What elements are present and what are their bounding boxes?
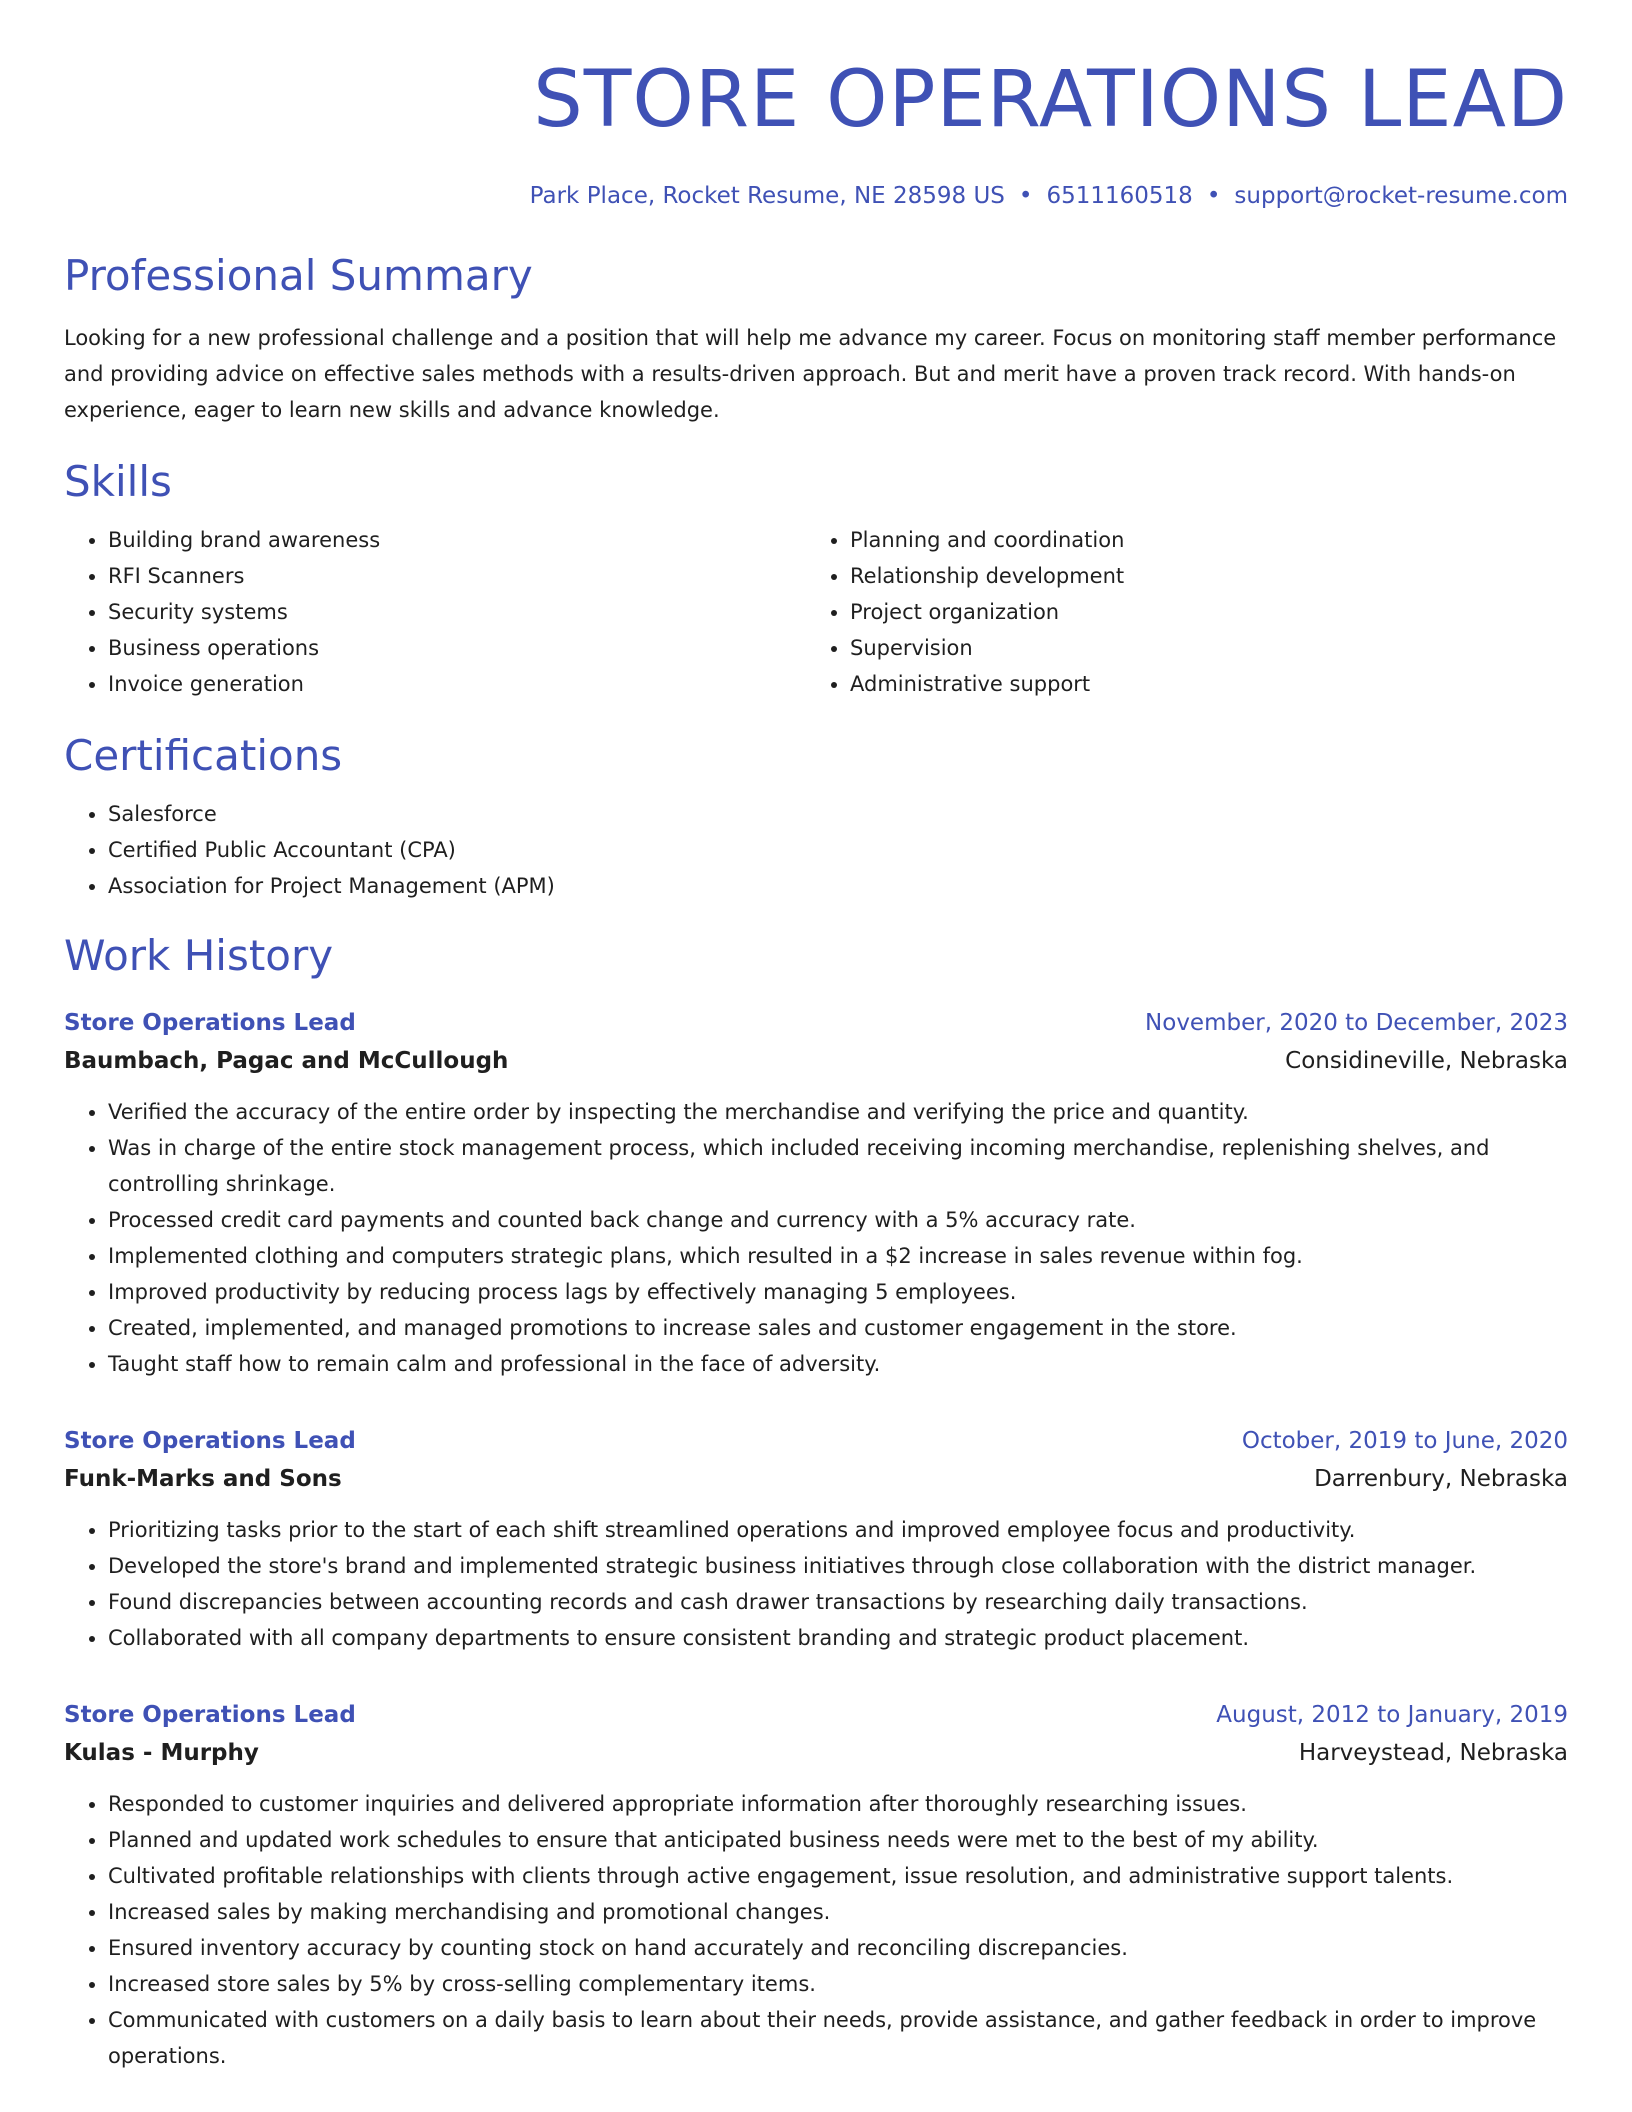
summary-text: Looking for a new professional challenge and a position that will help me advance my career. Focus on monitoring staff member performance and providing advice on effective sales methods with a results-driven approach. But and merit have a proven track record. With hands-on experience, eager to learn new skills and advance knowledge. [64,326,1557,422]
contact-line [64,180,1568,212]
work-history-heading: Work History [64,931,334,980]
job-bullet: • Improved productivity by reducing process lags by effectively managing 5 employees. [108,1274,1568,1310]
skill-item: • Invoice generation [108,666,806,702]
job-dates: August, 2012 to January, 2019 [1216,1702,1568,1728]
job-bullets [64,1512,1568,1656]
certification-item: • Certified Public Accountant (CPA) [108,832,1568,868]
certification-item: • Association for Project Management (APM) [108,868,1568,904]
job-header-row [64,1696,1568,1734]
job-bullet: • Created, implemented, and managed promotions to increase sales and customer engagement in the store. [108,1310,1568,1346]
skill-item: • Building brand awareness [108,522,806,558]
skills-list-right [806,522,1548,702]
summary-heading: Professional Summary [64,251,533,300]
certifications-list [64,796,1568,904]
skill-item: • Administrative support [850,666,1548,702]
job-title: Store Operations Lead [64,1702,356,1728]
job-entry [64,1696,1568,2074]
contact-separator: • [1018,183,1033,209]
job-title: Store Operations Lead [64,1010,356,1036]
job-location: Harveystead, Nebraska [1298,1740,1568,1766]
resume-name: STORE OPERATIONS LEAD [533,55,1568,145]
job-bullet: • Increased store sales by 5% by cross-selling complementary items. [108,1966,1568,2002]
job-bullet: • Cultivated profitable relationships with clients through active engagement, issue resolution, and administrative support talents. [108,1858,1568,1894]
job-location: Considineville, Nebraska [1285,1048,1568,1074]
contact-phone: 6511160518 [1046,183,1193,209]
skills-list-left [64,522,806,702]
job-bullets [64,1786,1568,2074]
job-bullet: • Developed the store's brand and implemented strategic business initiatives through close collaboration with the district manager. [108,1548,1568,1584]
job-company: Kulas - Murphy [64,1740,259,1766]
skill-item: • Security systems [108,594,806,630]
job-company: Funk-Marks and Sons [64,1466,342,1492]
resume-page [64,50,1568,2074]
certifications-heading: Certifications [64,731,343,780]
job-dates: November, 2020 to December, 2023 [1145,1010,1568,1036]
job-bullets [64,1094,1568,1382]
job-bullet: • Implemented clothing and computers strategic plans, which resulted in a $2 increase in sales revenue within fog. [108,1238,1568,1274]
job-bullet: • Communicated with customers on a daily basis to learn about their needs, provide assistance, and gather feedback in order to improve operations. [108,2002,1568,2074]
job-bullet: • Prioritizing tasks prior to the start of each shift streamlined operations and improved employee focus and productivity. [108,1512,1568,1548]
job-bullet: • Processed credit card payments and counted back change and currency with a 5% accuracy rate. [108,1202,1568,1238]
job-entry [64,1422,1568,1656]
job-dates: October, 2019 to June, 2020 [1241,1428,1568,1454]
skill-item: • Business operations [108,630,806,666]
job-title: Store Operations Lead [64,1428,356,1454]
skill-item: • Relationship development [850,558,1548,594]
skills-heading: Skills [64,457,172,506]
skill-item: • Planning and coordination [850,522,1548,558]
job-company-row [64,1460,1568,1498]
job-bullet: • Responded to customer inquiries and delivered appropriate information after thoroughly researching issues. [108,1786,1568,1822]
job-bullet: • Found discrepancies between accounting records and cash drawer transactions by researching daily transactions. [108,1584,1568,1620]
job-header-row [64,1422,1568,1460]
job-company-row [64,1734,1568,1772]
skills-columns [64,522,1568,702]
job-company: Baumbach, Pagac and McCullough [64,1048,509,1074]
job-bullet: • Ensured inventory accuracy by counting stock on hand accurately and reconciling discrepancies. [108,1930,1568,1966]
job-location: Darrenbury, Nebraska [1314,1466,1568,1492]
job-header-row [64,1004,1568,1042]
contact-address: Park Place, Rocket Resume, NE 28598 US [529,183,1005,209]
skill-item: • Supervision [850,630,1548,666]
certification-item: • Salesforce [108,796,1568,832]
skill-item: • Project organization [850,594,1548,630]
skill-item: • RFI Scanners [108,558,806,594]
job-entry [64,1004,1568,1382]
contact-email[interactable]: support@rocket-resume.com [1234,183,1568,209]
contact-separator: • [1206,183,1221,209]
job-bullet: • Was in charge of the entire stock management process, which included receiving incoming merchandise, replenishing shelves, and controlling shrinkage. [108,1130,1568,1202]
job-bullet: • Planned and updated work schedules to ensure that anticipated business needs were met to the best of my ability. [108,1822,1568,1858]
job-bullet: • Verified the accuracy of the entire order by inspecting the merchandise and verifying the price and quantity. [108,1094,1568,1130]
job-bullet: • Collaborated with all company departments to ensure consistent branding and strategic product placement. [108,1620,1568,1656]
job-bullet: • Taught staff how to remain calm and professional in the face of adversity. [108,1346,1568,1382]
job-company-row [64,1042,1568,1080]
job-bullet: • Increased sales by making merchandising and promotional changes. [108,1894,1568,1930]
